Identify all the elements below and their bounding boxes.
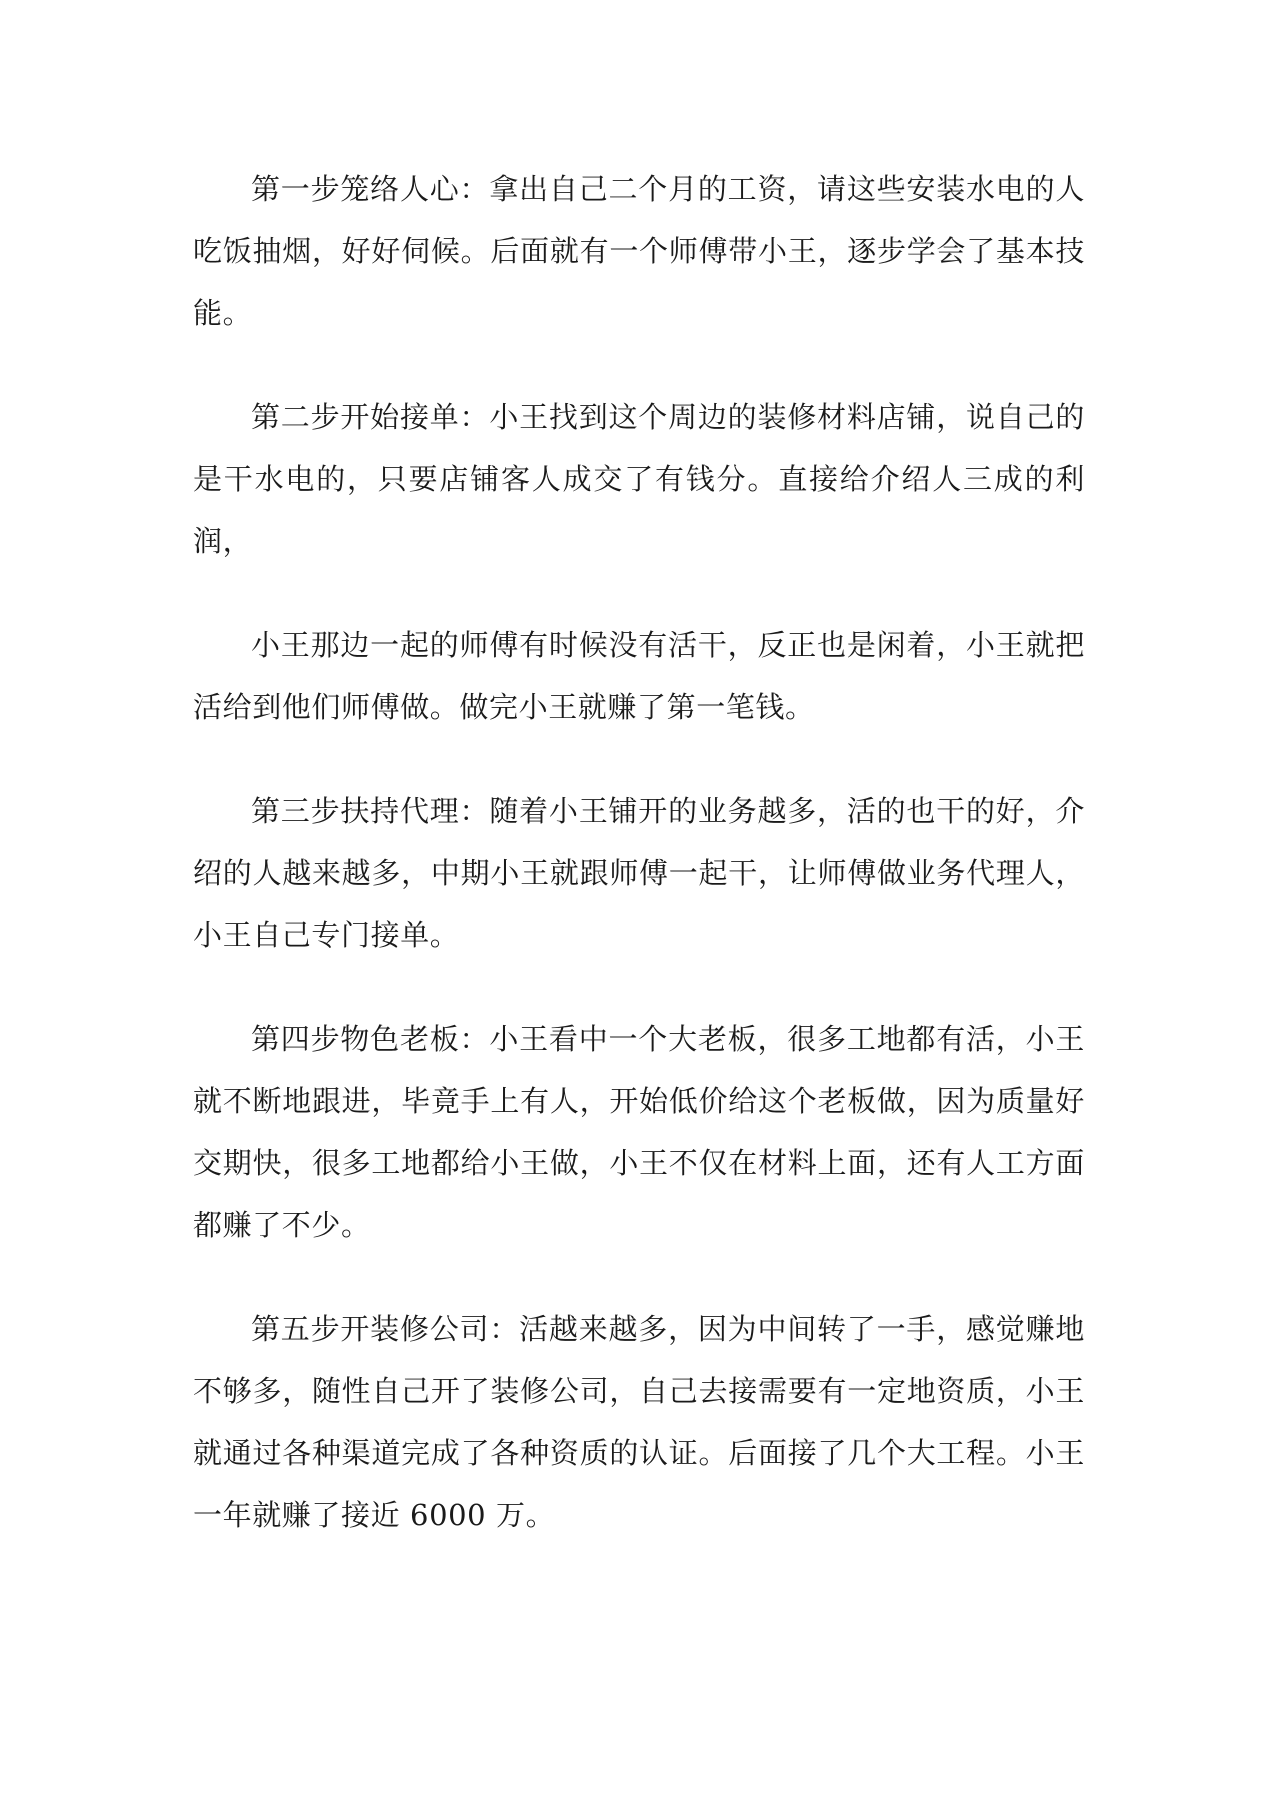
paragraph-step-5: 第五步开装修公司：活越来越多，因为中间转了一手，感觉赚地不够多，随性自己开了装修公司，自己去接需要有一定地资质，小王就通过各种渠道完成了各种资质的认证。后面接了几个大工程。小王一年就赚了接近 6000 万。 xyxy=(193,1312,1085,1532)
paragraph-step-3: 第三步扶持代理：随着小王铺开的业务越多，活的也干的好，介绍的人越来越多，中期小王就跟师傅一起干，让师傅做业务代理人，小王自己专门接单。 xyxy=(193,794,1085,952)
paragraph-step-1: 第一步笼络人心：拿出自己二个月的工资，请这些安装水电的人吃饭抽烟，好好伺候。后面就有一个师傅带小王，逐步学会了基本技能。 xyxy=(193,172,1085,330)
paragraph-first-earnings: 小王那边一起的师傅有时候没有活干，反正也是闲着，小王就把活给到他们师傅做。做完小王就赚了第一笔钱。 xyxy=(193,628,1085,724)
paragraph-step-4: 第四步物色老板：小王看中一个大老板，很多工地都有活，小王就不断地跟进，毕竟手上有人，开始低价给这个老板做，因为质量好交期快，很多工地都给小王做，小王不仅在材料上面，还有人工方面都赚了不少。 xyxy=(193,1022,1085,1242)
paragraph-step-2: 第二步开始接单：小王找到这个周边的装修材料店铺，说自己的是干水电的，只要店铺客人成交了有钱分。直接给介绍人三成的利润， xyxy=(193,400,1085,558)
document-body xyxy=(193,158,1085,1588)
